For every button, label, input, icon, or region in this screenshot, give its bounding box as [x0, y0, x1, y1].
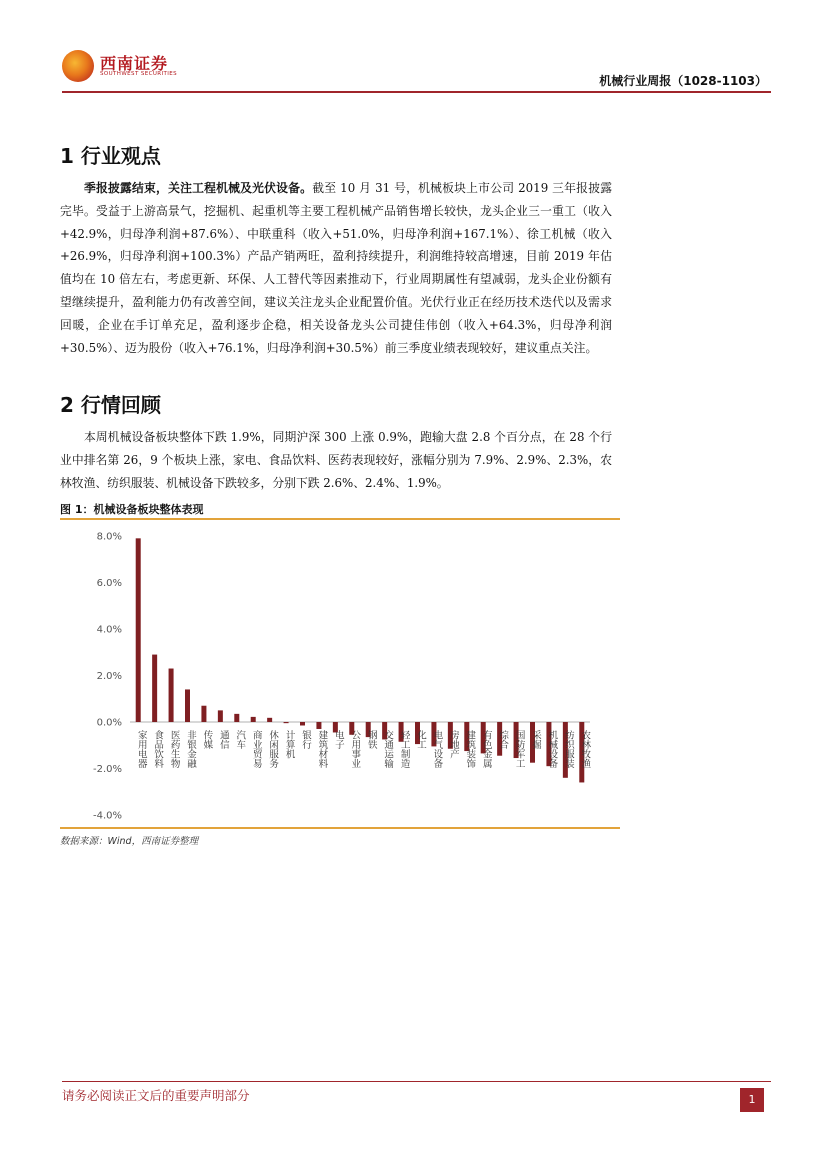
bar [136, 538, 141, 722]
x-tick-label: 电子 [332, 730, 344, 749]
figure-source: 数据来源：Wind，西南证券整理 [60, 836, 199, 847]
logo-text-en: SOUTHWEST SECURITIES [100, 71, 178, 77]
bar [251, 717, 256, 722]
bar [152, 655, 157, 722]
x-tick-label: 建筑材料 [316, 730, 328, 768]
x-tick-label: 商业贸易 [250, 730, 262, 768]
x-tick-label: 非银金融 [185, 730, 196, 768]
x-tick-label: 农林牧渔 [579, 730, 591, 768]
x-tick-label: 汽车 [234, 730, 246, 749]
company-logo [62, 48, 182, 86]
x-tick-label: 传媒 [201, 730, 213, 749]
y-tick-label: 4.0% [96, 624, 122, 636]
x-tick-label: 计算机 [283, 730, 295, 759]
x-tick-label: 医药生物 [168, 730, 180, 768]
x-tick-label: 钢铁 [365, 730, 377, 749]
x-tick-label: 公用事业 [349, 730, 361, 768]
x-tick-label: 机械设备 [546, 730, 558, 768]
logo-emblem-icon [62, 50, 94, 82]
paragraph-body: 截至 10 月 31 号，机械板块上市公司 2019 三年报披露完毕。受益于上游高景气，挖掘机、起重机等主要工程机械产品销售增长较快，龙头企业三一重工（收入+42.9%，归母净利润+87.6%）、中联重科（收入+51.0%，归母净利润+167.1%）、徐工机械（收入+26.9%，归母净利润+100.3%）产品产销两旺，盈利持续提升，利润维持较高增速，目前 2019 年估值均在 10 倍左右，考虑更新、环保、人工替代等因素推动下，行业周期属性有望减弱，龙头企业份额有望继续提升，盈利能力仍有改善空间，建议关注龙头企业配置价值。光伏行业正在经历技术迭代以及需求回暖，企业在手订单充足，盈利逐步企稳，相关设备龙头公司捷佳伟创（收入+64.3%，归母净利润+30.5%）、迈为股份（收入+76.1%，归母净利润+30.5%）前三季度业绩表现较好，建议重点关注。 [60, 181, 612, 355]
section-heading-market-review: 2 行情回顾 [60, 393, 161, 417]
logo-text-cn: 西南证券 [100, 54, 169, 73]
bar [218, 710, 223, 722]
y-tick-label: 8.0% [96, 531, 122, 543]
bar-chart [60, 520, 620, 826]
x-tick-label: 有色金属 [480, 730, 492, 768]
x-tick-label: 休闲服务 [267, 730, 279, 768]
x-tick-label: 通信 [217, 730, 229, 749]
footer-divider [62, 1081, 771, 1082]
bar [267, 718, 272, 722]
bar [185, 689, 190, 722]
bar [316, 722, 321, 729]
x-tick-label: 建筑装饰 [464, 730, 476, 768]
paragraph-lead: 季报披露结束，关注工程机械及光伏设备。 [84, 181, 313, 195]
x-tick-label: 交通运输 [382, 730, 394, 768]
x-tick-label: 化工 [415, 730, 426, 749]
bar [234, 714, 239, 722]
footer-disclaimer: 请务必阅读正文后的重要声明部分 [62, 1088, 250, 1103]
x-tick-label: 房地产 [447, 730, 459, 759]
bar [201, 706, 206, 722]
header-divider [62, 91, 771, 93]
figure-title: 图 1：机械设备板块整体表现 [60, 503, 204, 516]
x-tick-label: 采掘 [530, 730, 541, 749]
x-tick-label: 家用电器 [135, 730, 147, 768]
x-tick-label: 银行 [300, 730, 311, 749]
bar [300, 722, 305, 725]
section-paragraph-industry-view [60, 177, 612, 359]
y-tick-label: 0.0% [96, 717, 122, 729]
y-tick-label: 2.0% [96, 671, 122, 682]
x-tick-label: 综合 [497, 730, 509, 749]
report-title: 机械行业周报（1028-1103） [599, 74, 767, 88]
bar [169, 669, 174, 722]
x-tick-label: 电气设备 [431, 730, 443, 768]
figure-bottom-rule [60, 827, 620, 829]
y-tick-label: -2.0% [92, 764, 122, 775]
y-tick-label: 6.0% [96, 578, 122, 589]
y-tick-label: -4.0% [92, 810, 122, 822]
x-tick-label: 纺织服装 [562, 730, 574, 768]
section-paragraph-market-review: 本周机械设备板块整体下跌 1.9%，同期沪深 300 上涨 0.9%，跑输大盘 2.8 个百分点，在 28 个行业中排名第 26，9 个板块上涨，家电、食品饮料、医药表现较好，涨幅分别为 7.9%、2.9%、2.3%，农林牧渔、纺织服装、机械设备下跌较多，分别下跌 2.6%、2.4%、1.9%。 [60, 430, 612, 490]
x-tick-label: 食品饮料 [152, 730, 164, 768]
page-number: 1 [740, 1088, 764, 1112]
section-heading-industry-view: 1 行业观点 [60, 144, 161, 168]
x-tick-label: 国防军工 [513, 730, 525, 768]
x-tick-label: 轻工制造 [398, 730, 410, 768]
bar [284, 722, 289, 723]
